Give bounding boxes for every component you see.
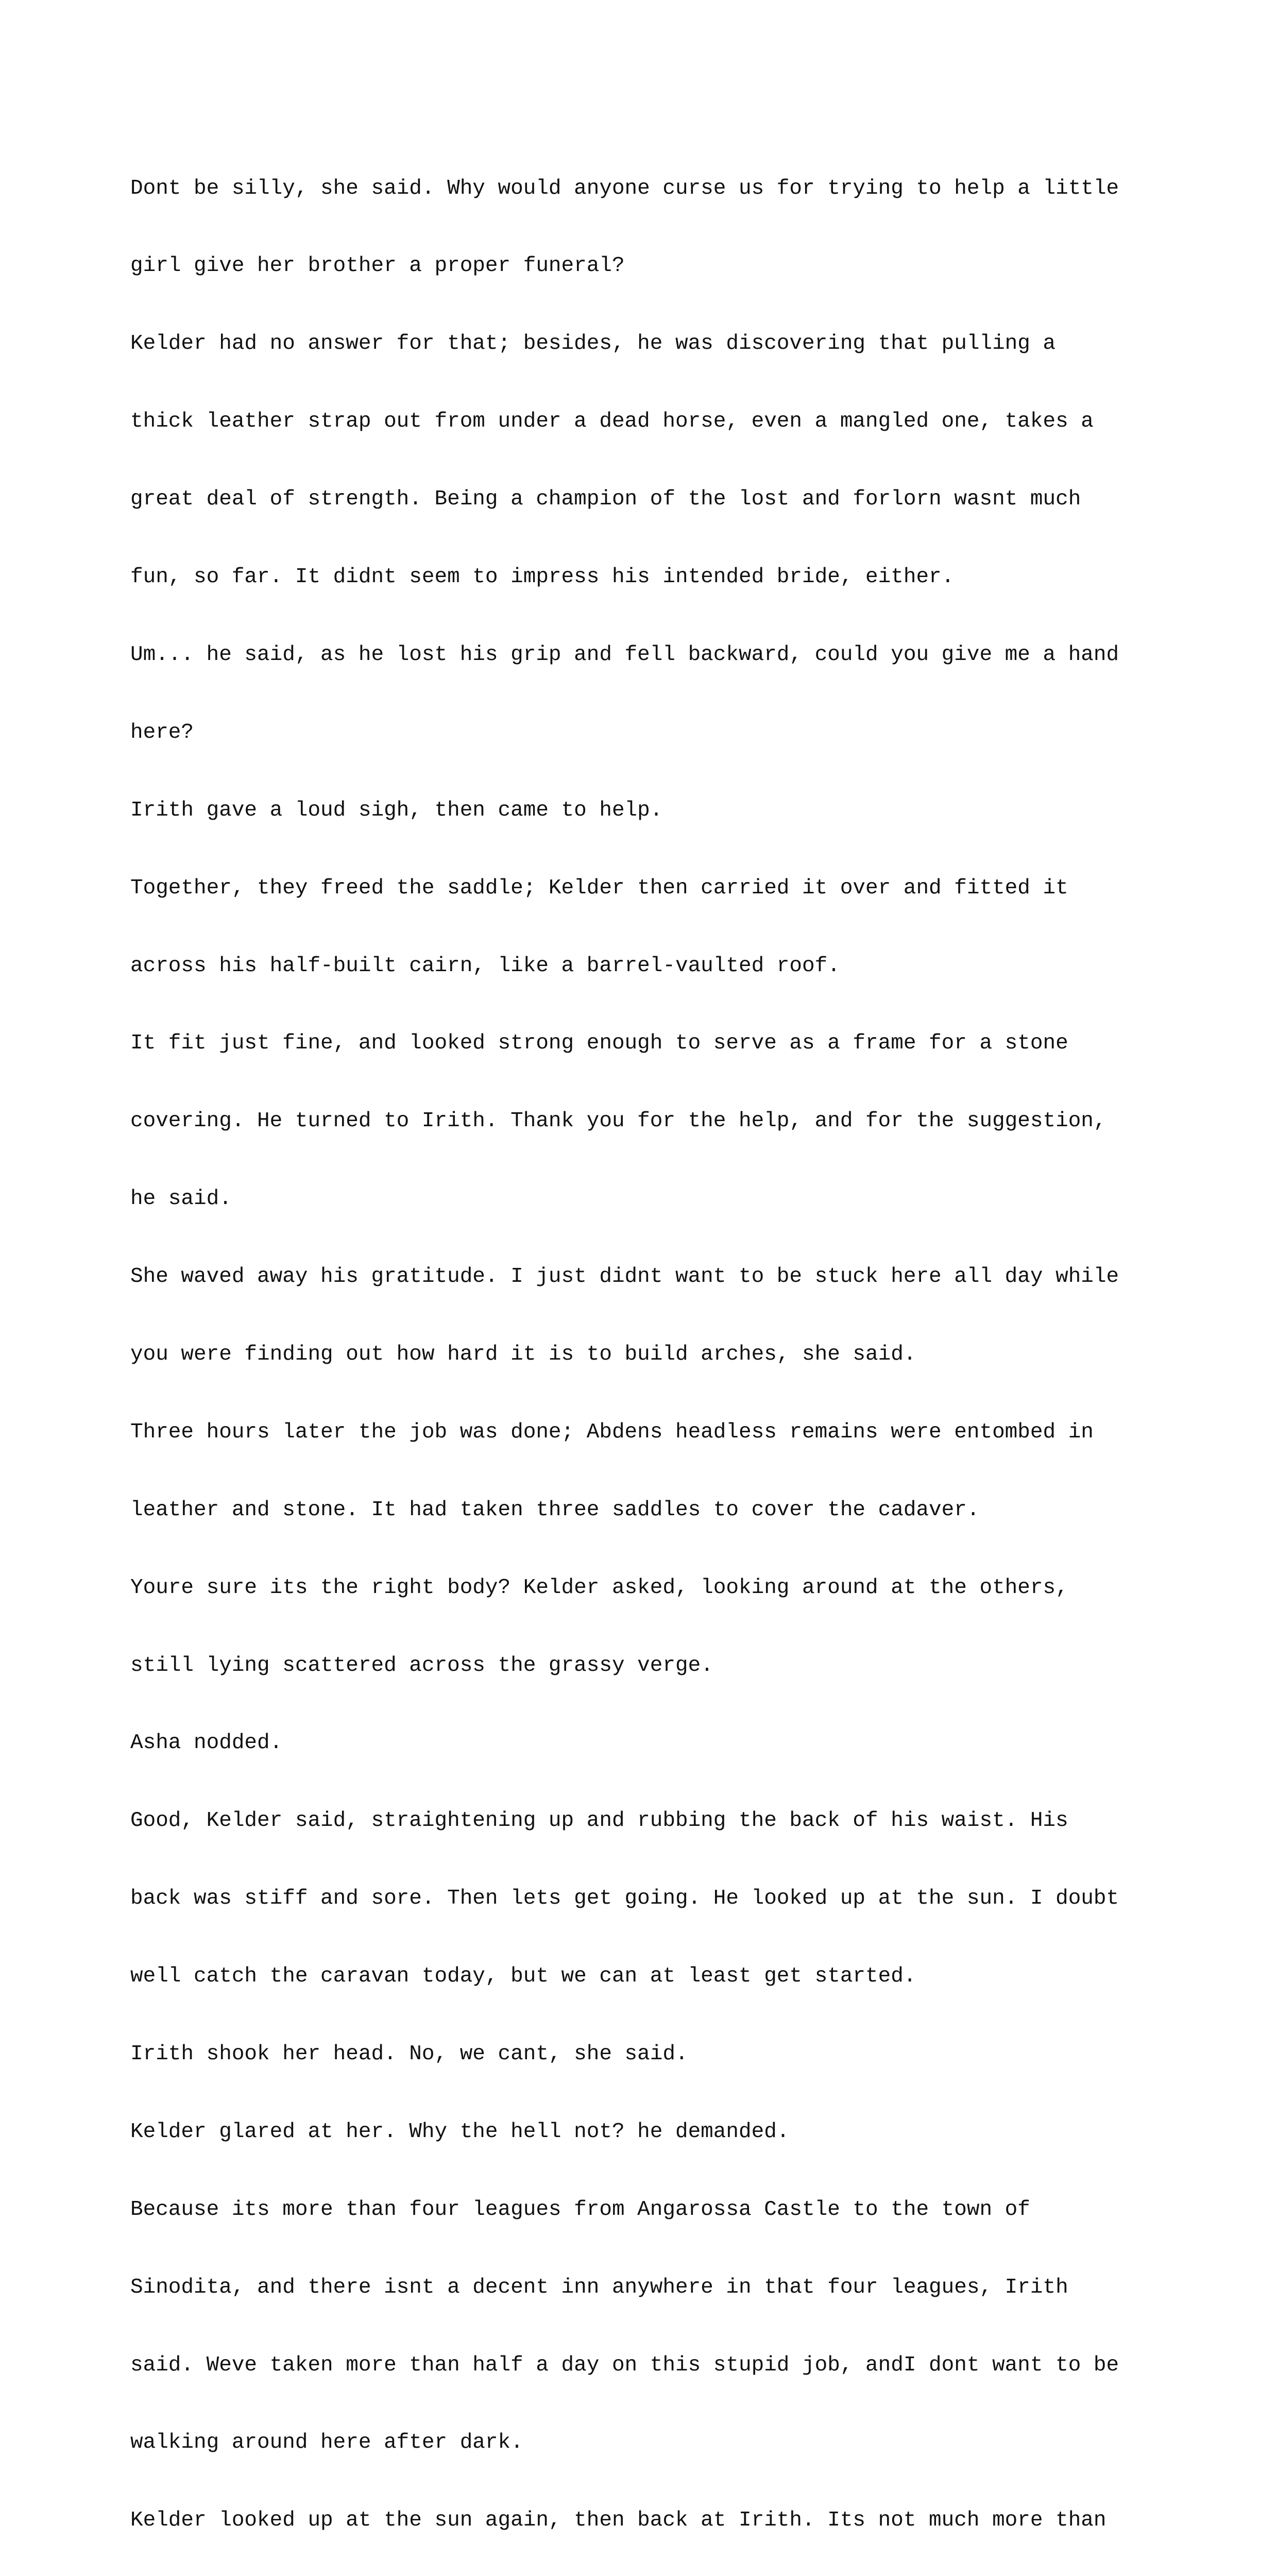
text-line: Dont be silly, she said. Why would anyone curse us for trying to help a little <box>130 176 1119 200</box>
text-line: walking around here after dark. <box>130 2431 523 2455</box>
text-line: She waved away his gratitude. I just didnt want to be stuck here all day while <box>130 1265 1119 1289</box>
text-line: he said. <box>130 1187 232 1211</box>
text-line: here? <box>130 720 194 744</box>
text-line: you were finding out how hard it is to build arches, she said. <box>130 1342 916 1366</box>
text-line: Youre sure its the right body? Kelder asked, looking around at the others, <box>130 1575 1068 1600</box>
body-text <box>130 124 1274 2576</box>
text-line: Sinodita, and there isnt a decent inn anywhere in that four leagues, Irith <box>130 2275 1068 2299</box>
text-line: Asha nodded. <box>130 1731 283 1755</box>
text-line: Together, they freed the saddle; Kelder then carried it over and fitted it <box>130 876 1068 900</box>
text-line: great deal of strength. Being a champion of the lost and forlorn wasnt much <box>130 487 1081 512</box>
text-line: fun, so far. It didnt seem to impress his intended bride, either. <box>130 565 955 589</box>
text-line: across his half-built cairn, like a barrel-vaulted roof. <box>130 954 840 978</box>
text-line: covering. He turned to Irith. Thank you for the help, and for the suggestion, <box>130 1109 1106 1133</box>
text-line: It fit just fine, and looked strong enough to serve as a frame for a stone <box>130 1031 1068 1056</box>
text-line: Um... he said, as he lost his grip and fell backward, could you give me a hand <box>130 642 1119 667</box>
text-line: Three hours later the job was done; Abdens headless remains were entombed in <box>130 1420 1094 1444</box>
text-line: thick leather strap out from under a dead horse, even a mangled one, takes a <box>130 410 1094 434</box>
text-line: said. Weve taken more than half a day on this stupid job, andI dont want to be <box>130 2353 1119 2377</box>
text-line: Kelder had no answer for that; besides, he was discovering that pulling a <box>130 332 1056 356</box>
text-line: Kelder looked up at the sun again, then back at Irith. Its not much more than <box>130 2509 1106 2533</box>
text-line: leather and stone. It had taken three saddles to cover the cadaver. <box>130 1498 980 1522</box>
text-line: well catch the caravan today, but we can at least get started. <box>130 1964 916 1989</box>
text-line: back was stiff and sore. Then lets get going. He looked up at the sun. I doubt <box>130 1887 1119 1911</box>
text-line: still lying scattered across the grassy verge. <box>130 1653 713 1677</box>
text-line: Irith shook her head. No, we cant, she said. <box>130 2042 688 2066</box>
text-line: Irith gave a loud sigh, then came to help. <box>130 798 663 822</box>
text-line: Good, Kelder said, straightening up and rubbing the back of his waist. His <box>130 1809 1068 1833</box>
text-line: Because its more than four leagues from Angarossa Castle to the town of <box>130 2197 1030 2222</box>
text-line: Kelder glared at her. Why the hell not? he demanded. <box>130 2120 790 2144</box>
text-line: girl give her brother a proper funeral? <box>130 254 625 278</box>
